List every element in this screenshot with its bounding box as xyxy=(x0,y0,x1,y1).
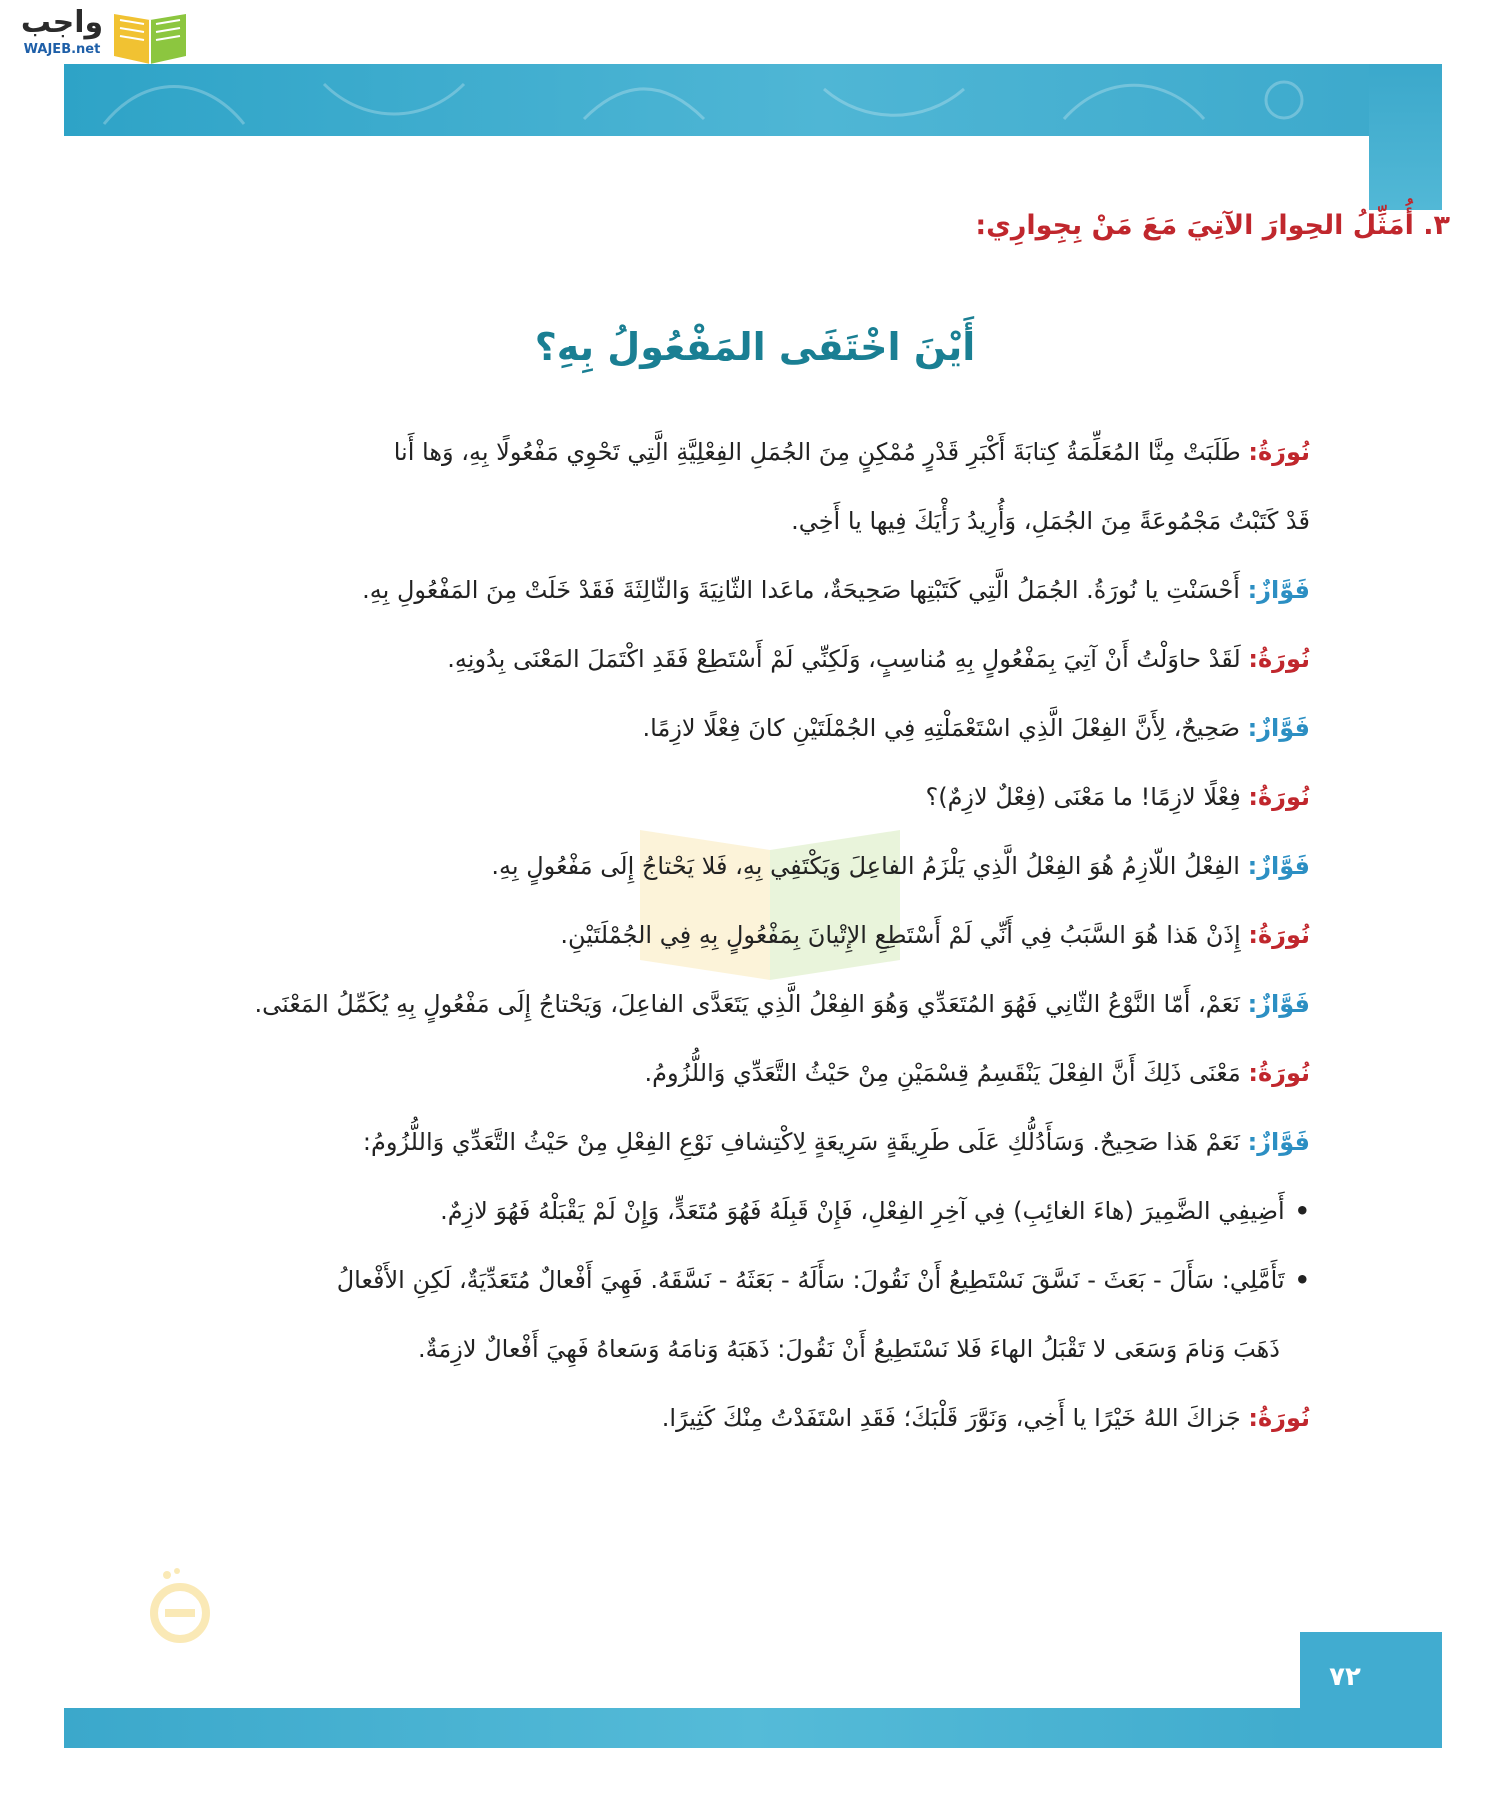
story-title: أَيْنَ اخْتَفَى المَفْعُولُ بِهِ؟ xyxy=(534,325,976,369)
dialogue-line xyxy=(200,501,1310,541)
line-text: قَدْ كَتَبْتُ مَجْمُوعَةً مِنَ الجُمَلِ، وَأُرِيدُ رَأْيَكَ فِيها يا أَخِي. xyxy=(791,507,1310,535)
logo-text: واجب xyxy=(20,5,104,40)
footer-band xyxy=(64,1708,1442,1748)
dialogue-line xyxy=(200,1122,1310,1162)
speaker-label: فَوَّازٌ: xyxy=(1247,852,1310,880)
speaker-label: نُورَةُ: xyxy=(1248,783,1310,811)
line-text: الفِعْلُ اللّازِمُ هُوَ الفِعْلُ الَّذِي يَلْزَمُ الفاعِلَ وَيَكْتَفِي بِهِ، فَلا يَحْتاجُ إِلَى مَفْعُولٍ بِهِ. xyxy=(491,852,1248,880)
dialogue-line xyxy=(200,1398,1310,1438)
line-text: نَعَمْ، أَمّا النَّوْعُ الثّانِي فَهُوَ المُتَعَدِّي وَهُوَ الفِعْلُ الَّذِي يَتَعَدَّى الفاعِلَ، وَيَحْتاجُ إِلَى مَفْعُولٍ بِهِ يُكَمِّلُ المَعْنَى. xyxy=(254,990,1248,1018)
line-text: فِعْلًا لازِمًا! ما مَعْنَى (فِعْلٌ لازِمٌ)؟ xyxy=(925,783,1249,811)
speaker-label: نُورَةُ: xyxy=(1248,645,1310,673)
dialogue-line xyxy=(200,1053,1310,1093)
header-side-band xyxy=(1369,64,1442,210)
page-number: ٧٢ xyxy=(1329,1662,1361,1692)
exercise-heading: ٣. أُمَثِّلُ الحِوارَ الآتِيَ مَعَ مَنْ بِجِوارِي: xyxy=(975,210,1450,241)
dialogue-line xyxy=(200,570,1310,610)
logo-subtext: WAJEB.net xyxy=(23,42,101,57)
bullet-icon: • xyxy=(1294,1197,1310,1225)
dialogue-line xyxy=(200,708,1310,748)
line-text: جَزاكَ اللهُ خَيْرًا يا أَخِي، وَنَوَّرَ قَلْبَكَ؛ فَقَدِ اسْتَفَدْتُ مِنْكَ كَثِيرًا. xyxy=(661,1404,1249,1432)
line-text: ذَهَبَ وَنامَ وَسَعَى لا تَقْبَلُ الهاءَ فَلا نَسْتَطِيعُ أَنْ نَقُولَ: ذَهَبَهُ وَنامَهُ وَسَعاهُ فَهِيَ أَفْعالٌ لازِمَةٌ. xyxy=(417,1335,1280,1363)
line-text: صَحِيحٌ، لِأَنَّ الفِعْلَ الَّذِي اسْتَعْمَلْتِهِ فِي الجُمْلَتَيْنِ كانَ فِعْلًا لازِمًا. xyxy=(642,714,1248,742)
dialogue-line xyxy=(200,915,1310,955)
dialogue-line xyxy=(200,984,1310,1024)
speaker-label: نُورَةُ: xyxy=(1248,438,1310,466)
line-text: مَعْنَى ذَلِكَ أَنَّ الفِعْلَ يَنْقَسِمُ قِسْمَيْنِ مِنْ حَيْثُ التَّعَدِّي وَاللُّزُومُ. xyxy=(644,1059,1249,1087)
dialogue-line xyxy=(200,777,1310,817)
speaker-label: فَوَّازٌ: xyxy=(1247,990,1310,1018)
speaker-label: فَوَّازٌ: xyxy=(1247,1128,1310,1156)
wajeb-logo xyxy=(6,4,191,66)
speaker-label: نُورَةُ: xyxy=(1248,1404,1310,1432)
speaker-label: فَوَّازٌ: xyxy=(1247,714,1310,742)
header-band xyxy=(64,64,1442,136)
dialogue-line xyxy=(200,639,1310,679)
dialogue-line xyxy=(200,846,1310,886)
bullet-line xyxy=(200,1191,1310,1231)
line-text: طَلَبَتْ مِنَّا المُعَلِّمَةُ كِتابَةَ أَكْبَرِ قَدْرٍ مُمْكِنٍ مِنَ الجُمَلِ الفِعْلِيَّةِ الَّتِي تَحْوِي مَفْعُولًا بِهِ، وَها أَنا xyxy=(393,438,1249,466)
line-text: تَأَمَّلِي: سَأَلَ - بَعَثَ - نَسَّقَ نَسْتَطِيعُ أَنْ نَقُولَ: سَأَلَهُ - بَعَثَهُ - نَسَّقَهُ. فَهِيَ أَفْعالٌ مُتَعَدِّيَةٌ، لَكِنِ الأَفْعالُ xyxy=(336,1266,1285,1294)
speaker-label: فَوَّازٌ: xyxy=(1247,576,1310,604)
line-text: أَضِيفِي الضَّمِيرَ (هاءَ الغائِبِ) فِي آخِرِ الفِعْلِ، فَإِنْ قَبِلَهُ فَهُوَ مُتَعَدٍّ، وَإِنْ لَمْ يَقْبَلْهُ فَهُوَ لازِمٌ. xyxy=(440,1197,1285,1225)
bullet-icon: • xyxy=(1294,1266,1310,1294)
bullet-line xyxy=(200,1260,1310,1300)
book-icon xyxy=(110,6,190,66)
arabesque-pattern xyxy=(64,64,1442,136)
line-text: نَعَمْ هَذا صَحِيحٌ. وَسَأَدُلُّكِ عَلَى طَرِيقَةٍ سَرِيعَةٍ لِاكْتِشافِ نَوْعِ الفِعْلِ مِنْ حَيْثُ التَّعَدِّي وَاللُّزُومُ: xyxy=(362,1128,1248,1156)
bullet-continuation xyxy=(170,1329,1280,1369)
line-text: لَقَدْ حاوَلْتُ أَنْ آتِيَ بِمَفْعُولٍ بِهِ مُناسِبٍ، وَلَكِنِّي لَمْ أَسْتَطِعْ فَقَدِ اكْتَمَلَ المَعْنَى بِدُونِهِ. xyxy=(447,645,1249,673)
line-text: أَحْسَنْتِ يا نُورَةُ. الجُمَلُ الَّتِي كَتَبْتِها صَحِيحَةٌ، ماعَدا الثّانِيَةَ وَالثّالِثَةَ فَقَدْ خَلَتْ مِنَ المَفْعُولِ بِهِ. xyxy=(362,576,1248,604)
decorative-mark-icon xyxy=(145,1565,215,1645)
dialogue-line xyxy=(200,432,1310,472)
line-text: إِذَنْ هَذا هُوَ السَّبَبُ فِي أَنِّي لَمْ أَسْتَطِعِ الإِتْيانَ بِمَفْعُولٍ بِهِ فِي الجُمْلَتَيْنِ. xyxy=(560,921,1249,949)
speaker-label: نُورَةُ: xyxy=(1248,1059,1310,1087)
speaker-label: نُورَةُ: xyxy=(1248,921,1310,949)
